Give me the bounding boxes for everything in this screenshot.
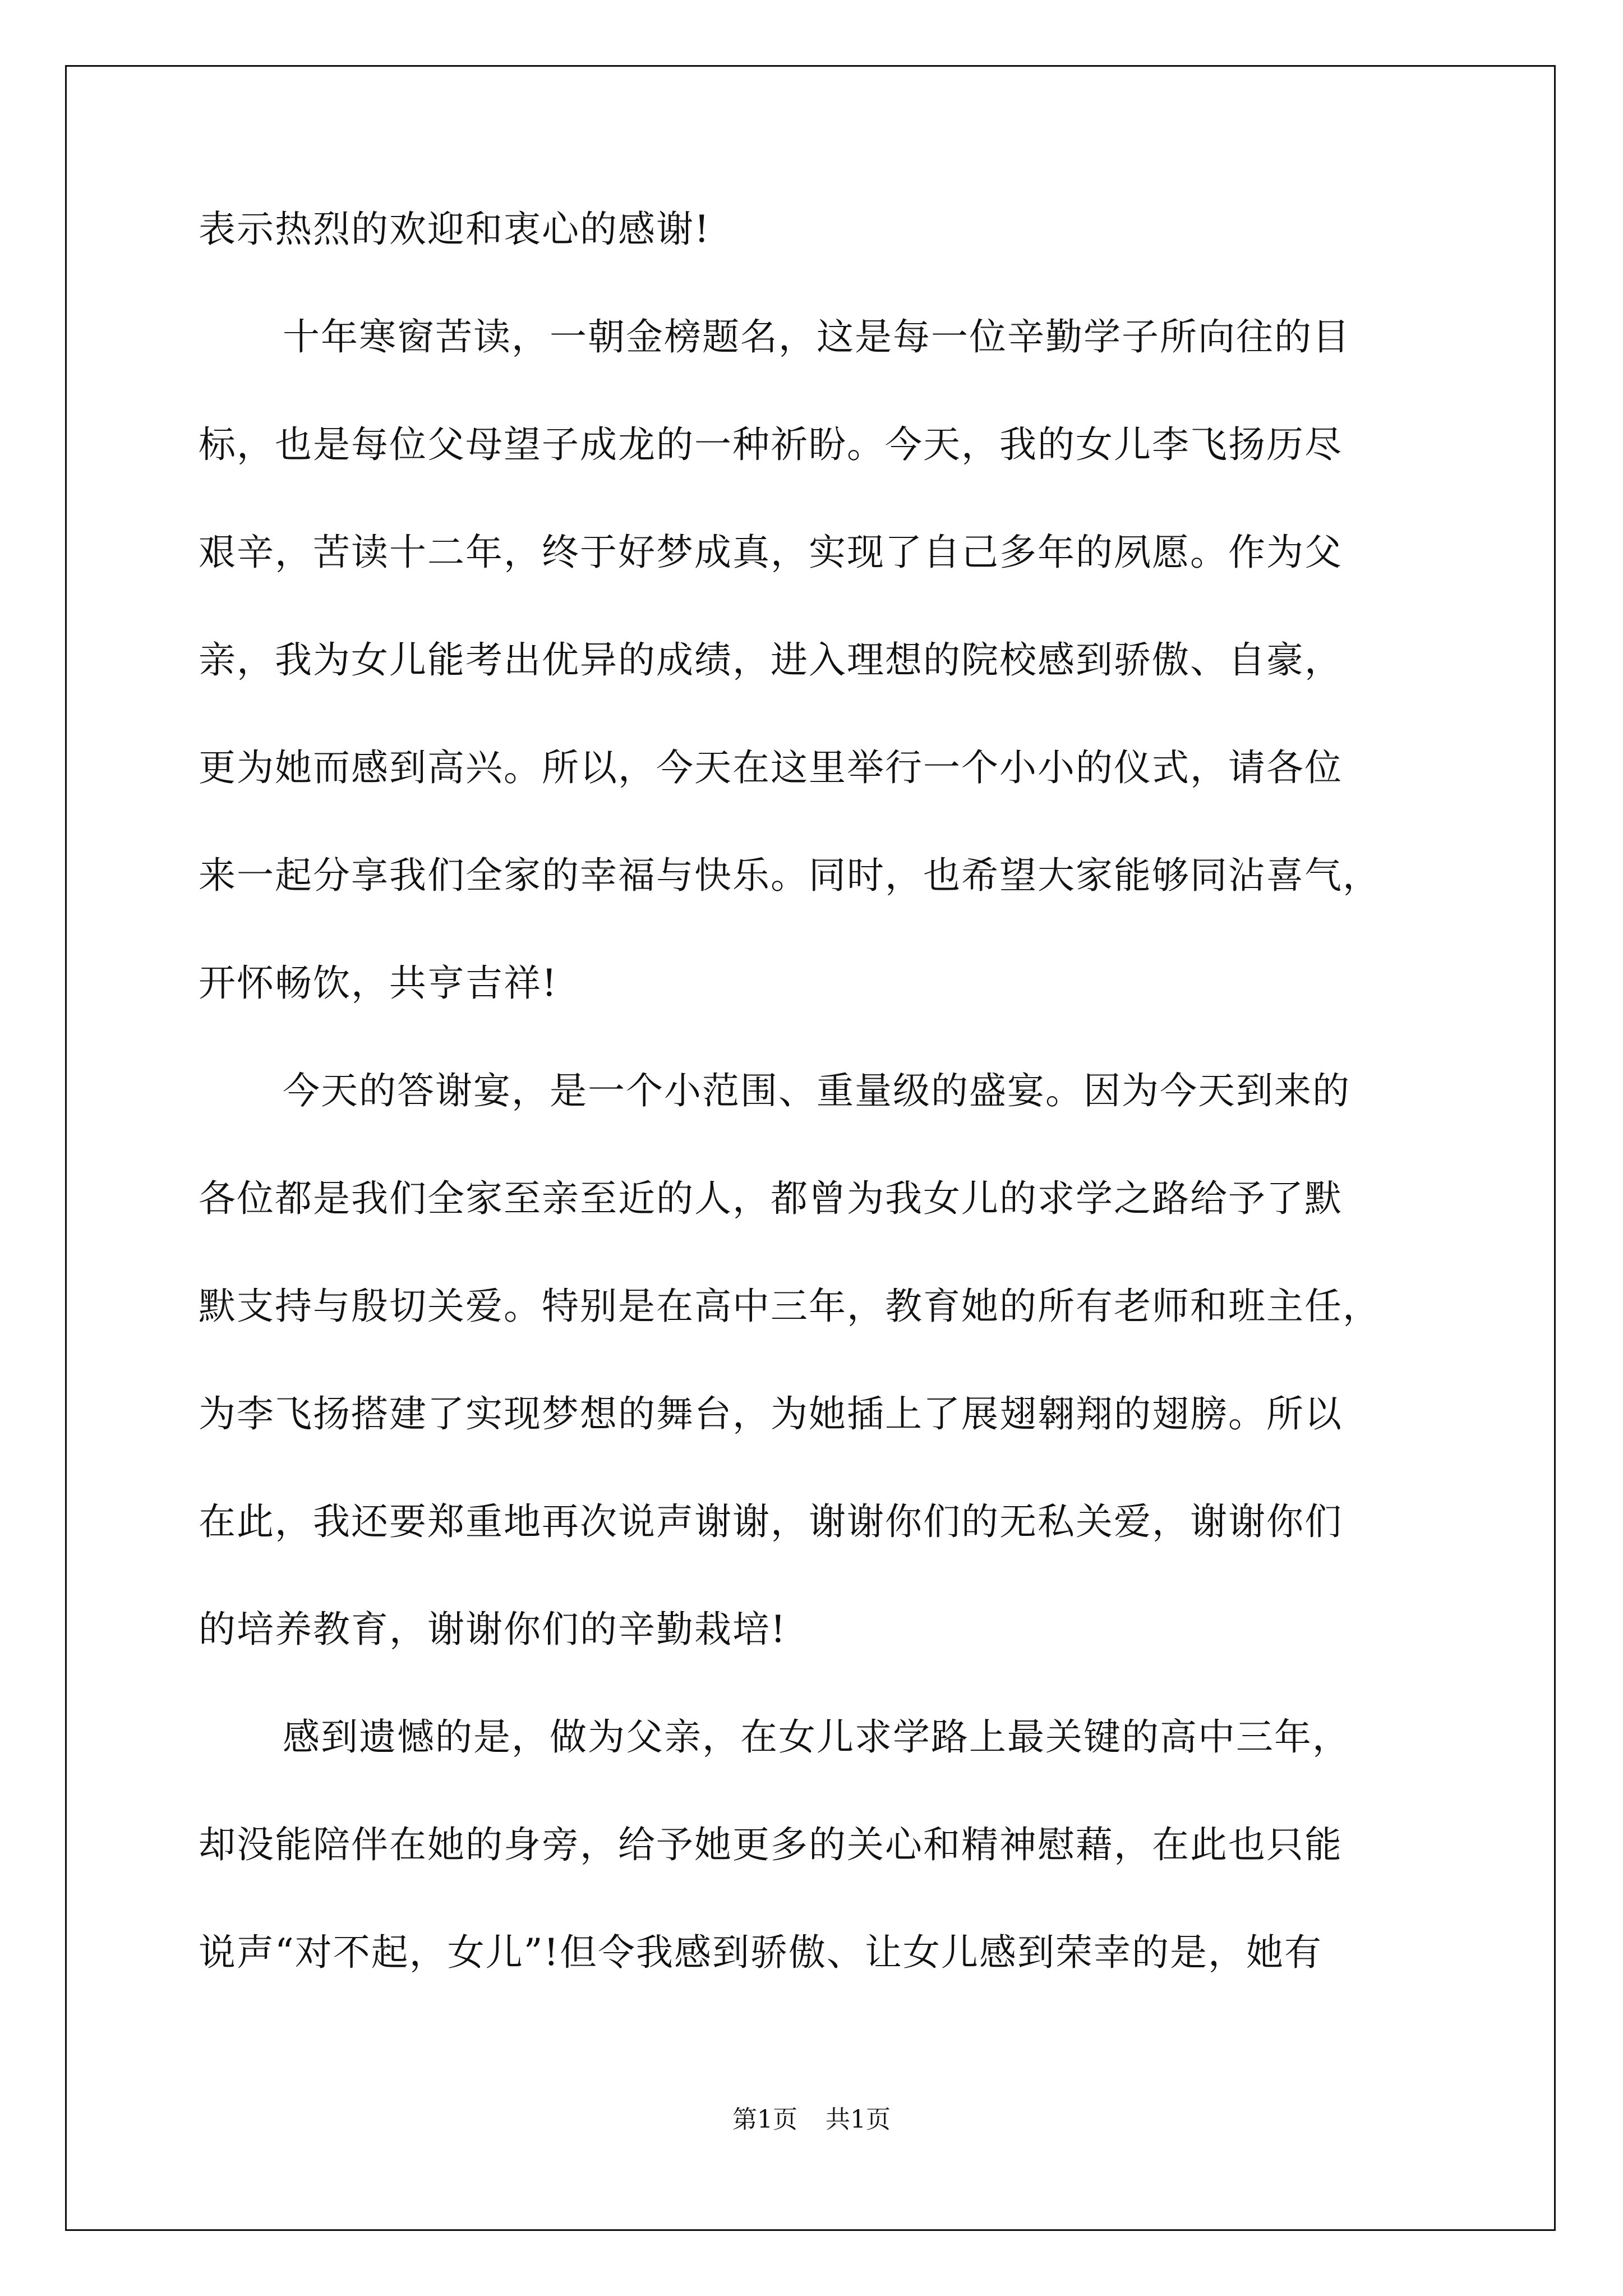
text-line: 来一起分享我们全家的幸福与快乐。同时，也希望大家能够同沾喜气，	[199, 854, 1381, 897]
text-line: 默支持与殷切关爱。特别是在高中三年，教育她的所有老师和班主任，	[199, 1285, 1381, 1328]
text-line: 为李飞扬搭建了实现梦想的舞台，为她插上了展翅翱翔的翅膀。所以	[199, 1392, 1343, 1435]
paragraph-start-line: 感到遗憾的是，做为父亲，在女儿求学路上最关键的高中三年，	[283, 1715, 1350, 1759]
text-line: 说声“对不起，女儿”!但令我感到骄傲、让女儿感到荣幸的是，她有	[199, 1931, 1323, 1974]
text-line: 表示热烈的欢迎和衷心的感谢!	[199, 208, 711, 251]
page-number: 第1页	[732, 2105, 797, 2134]
text-line: 更为她而感到高兴。所以，今天在这里举行一个小小的仪式，请各位	[199, 746, 1343, 789]
text-line: 亲，我为女儿能考出优异的成绩，进入理想的院校感到骄傲、自豪，	[199, 638, 1343, 682]
paragraph-start-line: 十年寒窗苦读，一朝金榜题名，这是每一位辛勤学子所向往的目	[283, 315, 1350, 358]
page-total: 共1页	[826, 2105, 891, 2134]
text-line: 的培养教育，谢谢你们的辛勤栽培!	[199, 1608, 787, 1651]
page-footer	[0, 2099, 1623, 2135]
text-line: 却没能陪伴在她的身旁，给予她更多的关心和精神慰藉，在此也只能	[199, 1823, 1343, 1866]
text-line: 各位都是我们全家至亲至近的人，都曾为我女儿的求学之路给予了默	[199, 1177, 1343, 1220]
text-line: 标，也是每位父母望子成龙的一种祈盼。今天，我的女儿李飞扬历尽	[199, 423, 1343, 466]
paragraph-start-line: 今天的答谢宴，是一个小范围、重量级的盛宴。因为今天到来的	[283, 1069, 1350, 1112]
document-body	[199, 208, 1432, 2042]
text-line: 艰辛，苦读十二年，终于好梦成真，实现了自己多年的夙愿。作为父	[199, 531, 1343, 574]
text-line: 开怀畅饮，共亨吉祥!	[199, 961, 558, 1005]
text-line: 在此，我还要郑重地再次说声谢谢，谢谢你们的无私关爱，谢谢你们	[199, 1500, 1343, 1543]
